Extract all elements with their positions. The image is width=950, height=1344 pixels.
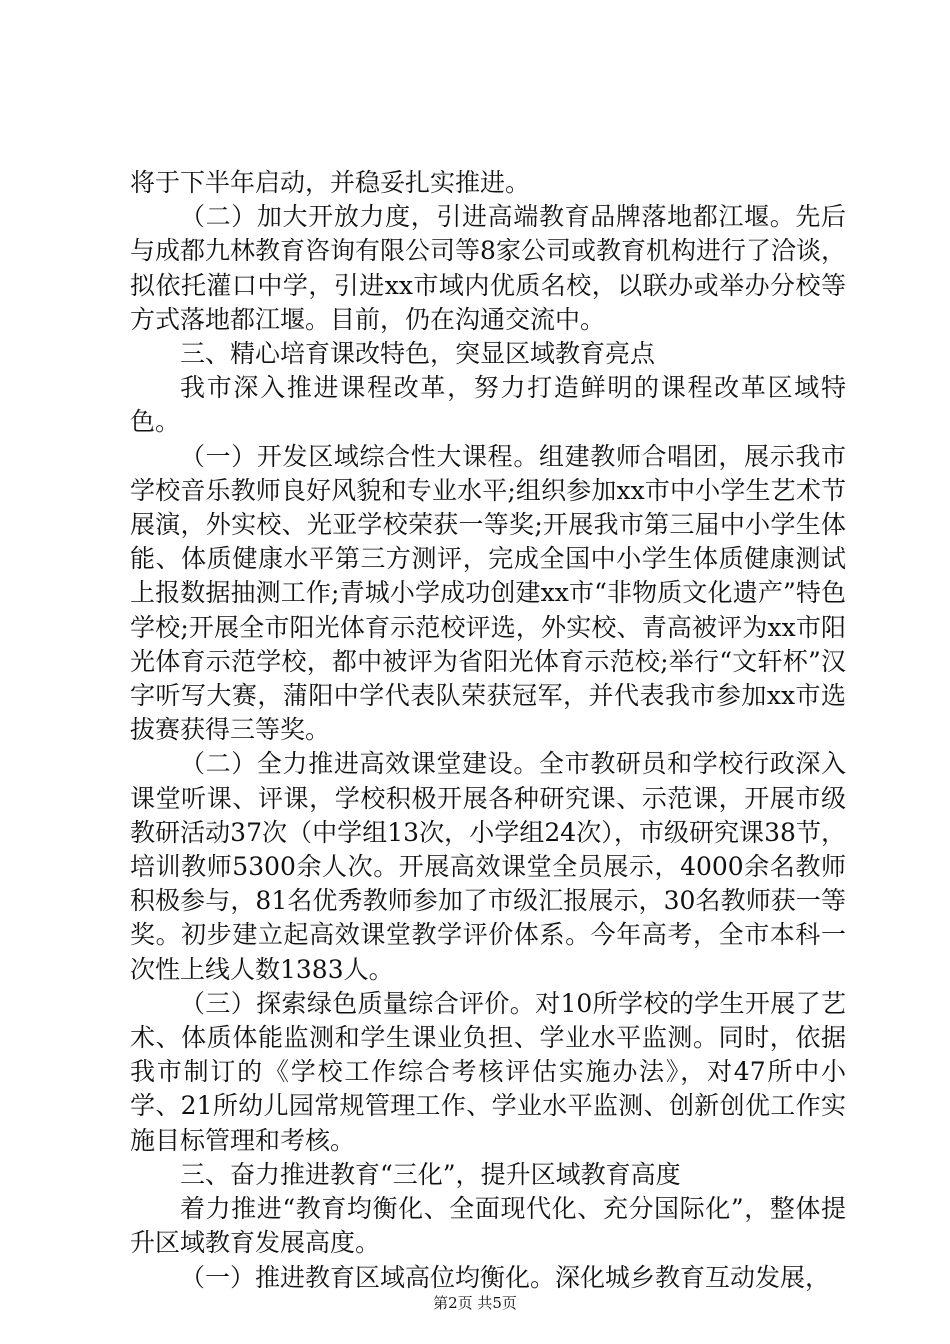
paragraph-comprehensive-course: （一）开发区域综合性大课程。组建教师合唱团，展示我市学校音乐教师良好风貌和专业水平;组织参加xx市中小学生艺术节展演，外实校、光亚学校荣获一等奖;开展我市第三届中小学生体能、体质健康水平第三方测评，完成全国中小学生体质健康测试上报数据抽测工作;青城小学成功创建xx市“非物质文化遗产”特色学校;开展全市阳光体育示范校评选，外实校、青高被评为xx市阳光体育示范学校，都中被评为省阳光体育示范校;举行“文轩杯”汉字听写大赛，蒲阳中学代表队荣获冠军，并代表我市参加xx市选拔赛获得三等奖。 [130, 441, 846, 745]
page-number-footer: 第2页 共5页 [433, 1294, 517, 1312]
paragraph-efficient-classroom: （二）全力推进高效课堂建设。全市教研员和学校行政深入课堂听课、评课，学校积极开展各种研究课、示范课，开展市级教研活动37次（中学组13次，小学组24次），市级研究课38节，培训教师5300余人次。开展高效课堂全员展示，4000余名教师积极参与，81名优秀教师参加了市级汇报展示，30名教师获一等奖。初步建立起高效课堂教学评价体系。今年高考，全市本科一次性上线人数1383人。 [130, 749, 846, 984]
paragraph-open-import: （二）加大开放力度，引进高端教育品牌落地都江堰。先后与成都九林教育咨询有限公司等8家公司或教育机构进行了洽谈，拟依托灌口中学，引进xx市域内优质名校，以联办或举办分校等方式落地都江堰。目前，仍在沟通交流中。 [130, 202, 846, 334]
paragraph-continuation: 将于下半年启动，并稳妥扎实推进。 [130, 168, 531, 197]
document-body [130, 166, 846, 1295]
paragraph-green-evaluation: （三）探索绿色质量综合评价。对10所学校的学生开展了艺术、体质体能监测和学生课业负担、学业水平监测。同时，依据我市制订的《学校工作综合考核评估实施办法》，对47所中小学、21所幼儿园常规管理工作、学业水平监测、创新创优工作实施目标管理和考核。 [130, 988, 846, 1155]
section-heading-curriculum: 三、精心培育课改特色，突显区域教育亮点 [180, 339, 656, 369]
paragraph-balanced-development: （一）推进教育区域高位均衡化。深化城乡教育互动发展， [180, 1262, 831, 1292]
paragraph-curriculum-intro: 我市深入推进课程改革，努力打造鲜明的课程改革区域特色。 [130, 373, 846, 437]
paragraph-three-modernizations-intro: 着力推进“教育均衡化、全面现代化、充分国际化”，整体提升区域教育发展高度。 [130, 1194, 846, 1258]
section-heading-three-modernizations: 三、奋力推进教育“三化”，提升区域教育高度 [180, 1159, 681, 1189]
